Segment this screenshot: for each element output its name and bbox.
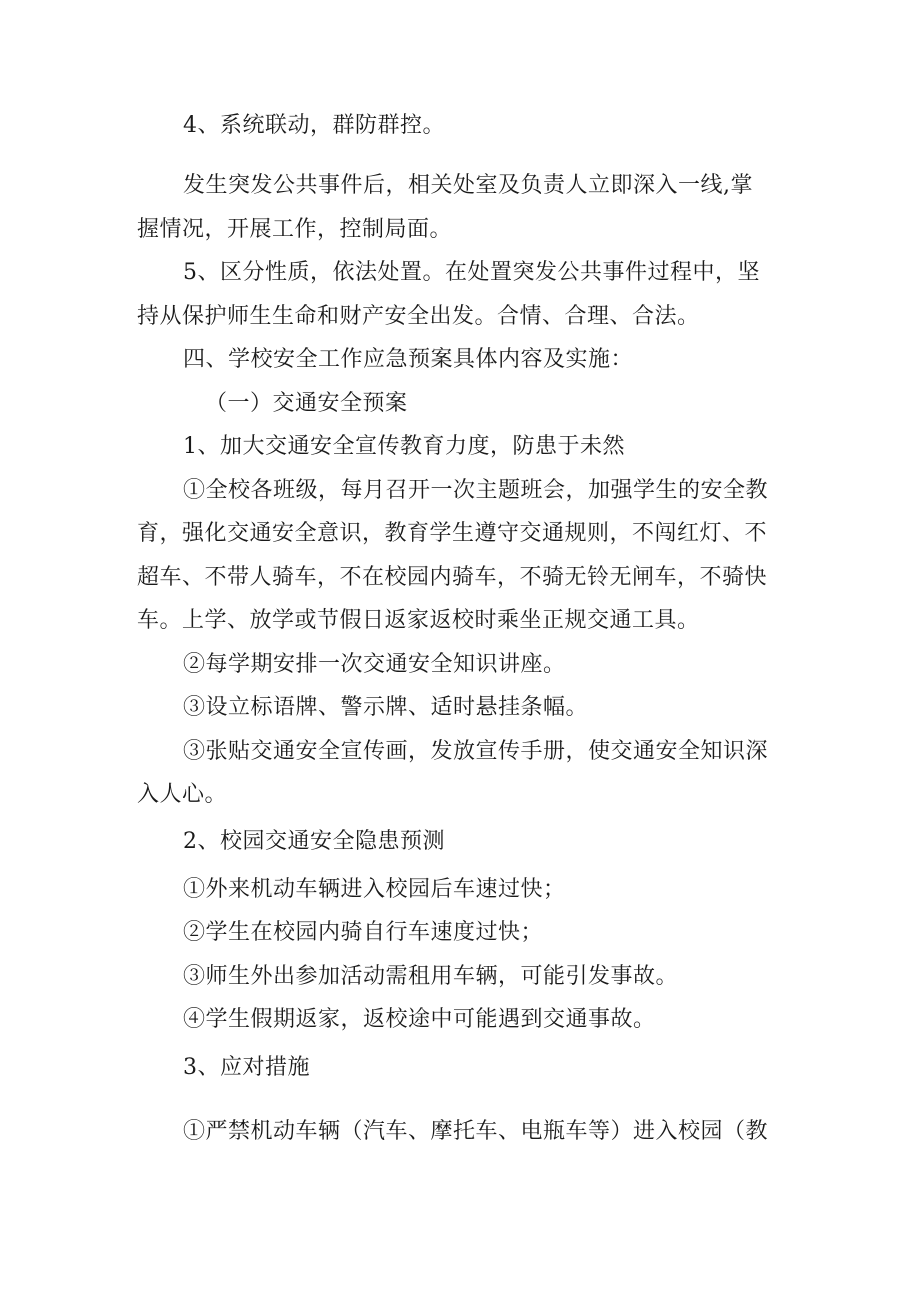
paragraph-line: ③设立标语牌、警示牌、适时悬挂条幅。 — [183, 695, 589, 720]
item-heading: 1、加大交通安全宣传教育力度，防患于未然 — [183, 434, 625, 459]
subsection-heading: （一）交通安全预案 — [205, 391, 408, 416]
paragraph-line: 车。上学、放学或节假日返家返校时乘坐正规交通工具。 — [137, 608, 700, 633]
paragraph-line: 5、区分性质，依法处置。在处置突发公共事件过程中，坚 — [183, 260, 760, 285]
paragraph-line: 发生突发公共事件后，相关处室及负责人立即深入一线,掌 — [183, 173, 753, 198]
item-heading: 3、应对措施 — [183, 1055, 310, 1080]
item-heading: 2、校园交通安全隐患预测 — [183, 829, 445, 854]
paragraph-line: ④学生假期返家，返校途中可能遇到交通事故。 — [183, 1007, 656, 1032]
paragraph-line: ③张贴交通安全宣传画，发放宣传手册，使交通安全知识深 — [183, 739, 769, 764]
paragraph-line: ③师生外出参加活动需租用车辆，可能引发事故。 — [183, 964, 679, 989]
paragraph-line: 持从保护师生生命和财产安全出发。合情、合理、合法。 — [137, 304, 700, 329]
paragraph-line: ②学生在校园内骑自行车速度过快； — [183, 920, 544, 945]
paragraph-line: ①全校各班级，每月召开一次主题班会，加强学生的安全教 — [183, 478, 769, 503]
section-heading: 四、学校安全工作应急预案具体内容及实施： — [183, 347, 634, 372]
paragraph-line: 育，强化交通安全意识，教育学生遵守交通规则，不闯红灯、不 — [137, 521, 768, 546]
paragraph-line: 4、系统联动，群防群控。 — [183, 113, 445, 138]
paragraph-line: 超车、不带人骑车，不在校园内骑车，不骑无铃无闸车，不骑快 — [137, 565, 768, 590]
paragraph-line: 握情况，开展工作，控制局面。 — [137, 217, 453, 242]
paragraph-line: 入人心。 — [137, 782, 228, 807]
paragraph-line: ②每学期安排一次交通安全知识讲座。 — [183, 652, 566, 677]
paragraph-line: ①严禁机动车辆（汽车、摩托车、电瓶车等）进入校园（教 — [183, 1119, 769, 1144]
paragraph-line: ①外来机动车辆进入校园后车速过快； — [183, 877, 566, 902]
